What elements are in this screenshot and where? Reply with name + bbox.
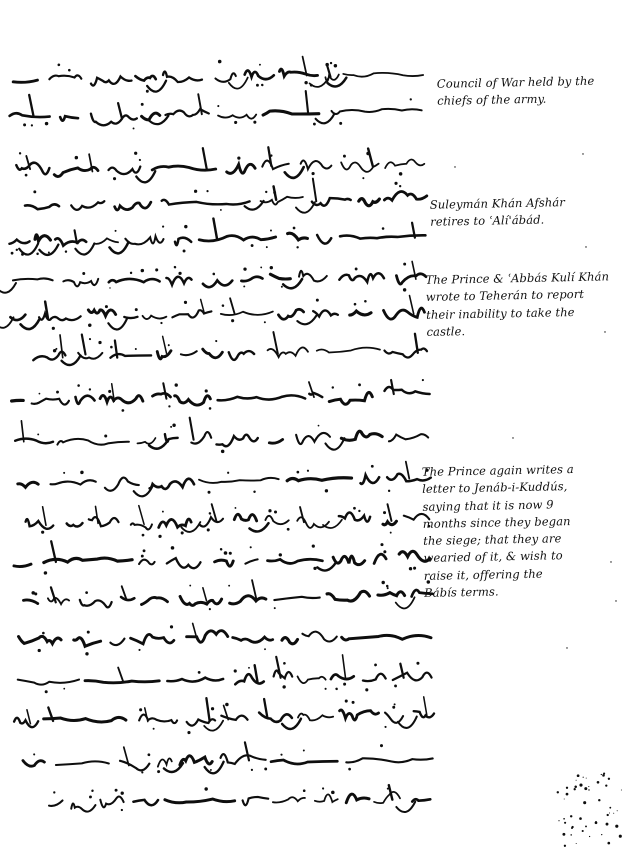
manuscript-line bbox=[49, 784, 431, 817]
manuscript-line bbox=[14, 536, 430, 576]
manuscript-line bbox=[23, 740, 433, 776]
manuscript-line bbox=[9, 216, 425, 256]
manuscript-line bbox=[15, 414, 428, 456]
margin-note-council-of-war: Council of War held by the chiefs of the army. bbox=[436, 73, 595, 109]
manuscript-line bbox=[18, 620, 431, 656]
manuscript-line bbox=[16, 145, 424, 184]
manuscript-line bbox=[13, 55, 423, 95]
manuscript-line bbox=[25, 501, 430, 540]
manuscript-line bbox=[18, 461, 431, 498]
manuscript-line bbox=[33, 330, 427, 366]
persian-manuscript-lines bbox=[0, 55, 435, 818]
manuscript-line bbox=[14, 695, 434, 737]
manuscript-line bbox=[23, 578, 432, 614]
manuscript-line bbox=[9, 89, 421, 131]
manuscript-line bbox=[0, 261, 426, 297]
margin-note-prince-report: The Prince & ʿAbbás Kulí Khán wrote to Teherán to report their inability to take the castle. bbox=[425, 269, 610, 339]
manuscript-line bbox=[25, 177, 427, 217]
manuscript-line bbox=[17, 654, 431, 697]
manuscript-line bbox=[0, 295, 425, 331]
manuscript-line bbox=[11, 379, 429, 414]
margin-note-suleyman-khan: Suleymán Khán Afshár retires to ʿAlí'ábád. bbox=[429, 195, 565, 229]
margin-note-prince-letter: The Prince again writes a letter to Jenáb-i-Kuddús, saying that it is now 9 months since they began the siege; that they are wearied of it, & wish to raise it, offering the Bábís terms. bbox=[421, 461, 574, 600]
